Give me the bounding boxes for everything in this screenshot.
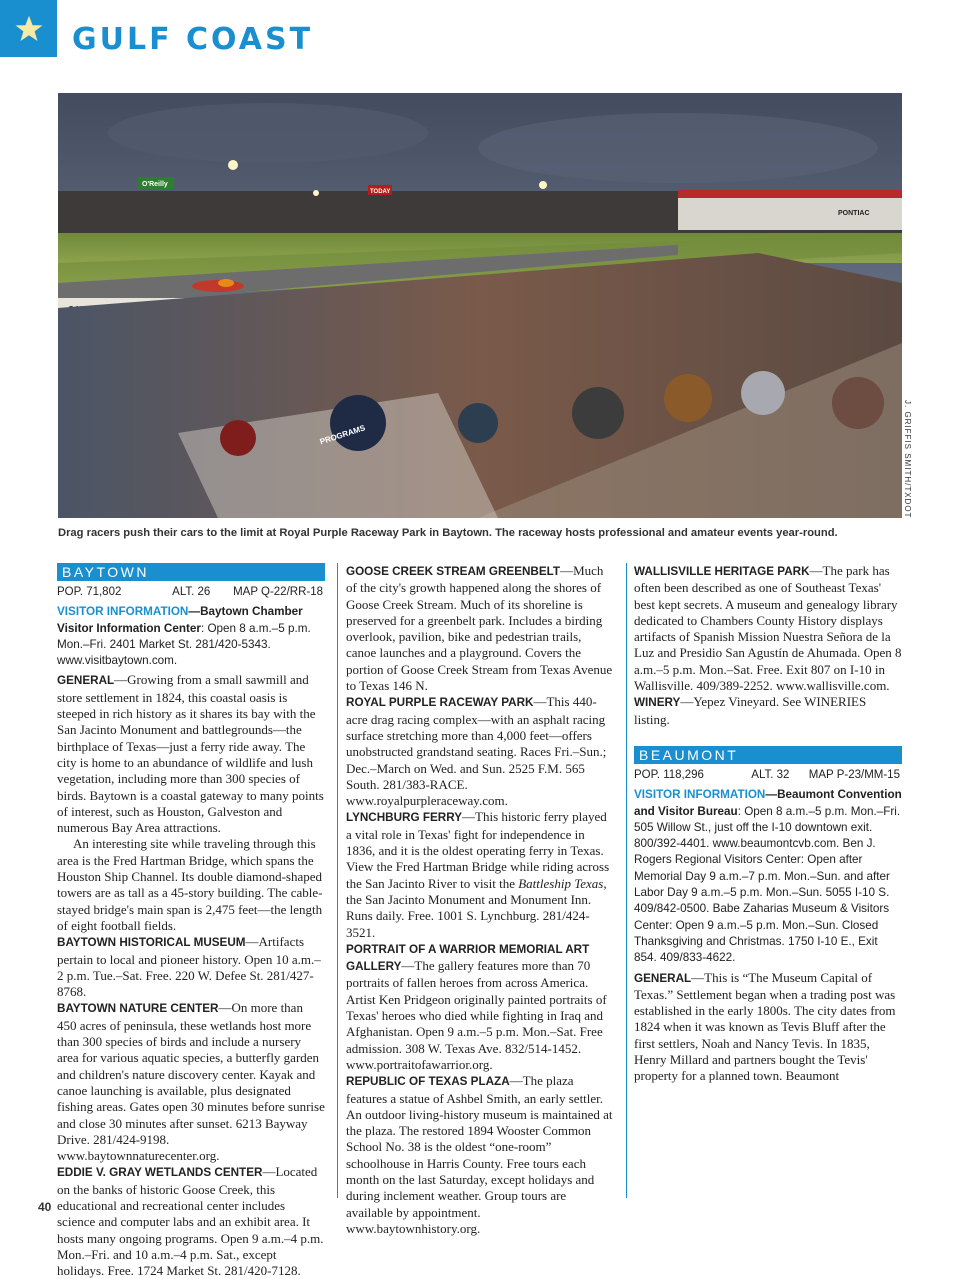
section-spacer — [634, 728, 902, 746]
wallisville-heritage-park — [634, 563, 902, 694]
visitor-info-label: VISITOR INFORMATION — [57, 605, 189, 619]
photo-sign-programs: PROGRAMS — [318, 423, 367, 447]
column-3 — [634, 563, 902, 1085]
entry-text: —On more than 450 acres of peninsula, these wetlands host more than 300 species of birds and include a nursery area for various aquatic species, a butterfly garden and children's nature discovery center. Kayak and canoe launching is available, plus designated fishing areas. Gates open 30 minutes before sunrise and close 30 minutes after sunset. 6213 Bayway Drive. 281/424-9198. www.baytownnaturecenter.org. — [57, 1000, 325, 1164]
column-2 — [346, 563, 614, 1237]
baytown-nature-center — [57, 1000, 325, 1164]
entry-text: —This is “The Museum Capital of Texas.” Settlement began when a trading post was established in the early 1800s. The city dates from 1824 when it was known as Tevis Bluff after the first settlers, Noah and Nancy Tevis. In 1835, Henry Millard and partners bought the Tevis' property for a planned town. Beaumont — [634, 969, 896, 1084]
lynchburg-ferry — [346, 809, 614, 940]
photo-sign-pontiac: PONTIAC — [838, 210, 870, 217]
visitor-info-org: —Beaumont Convention and Visitor Bureau — [634, 788, 902, 818]
photo-credit: J. GRIFFIS SMITH/TXDOT — [903, 400, 912, 519]
entry-heading: EDDIE V. GRAY WETLANDS CENTER — [57, 1166, 263, 1180]
column-1 — [57, 563, 325, 1279]
section-star-badge — [0, 0, 57, 57]
baytown-population: POP. 71,802 — [57, 586, 122, 598]
photo-sign-today: TODAY — [370, 189, 391, 195]
city-header-beaumont: BEAUMONT — [634, 746, 902, 764]
beaumont-population: POP. 118,296 — [634, 768, 704, 781]
entry-heading: WALLISVILLE HERITAGE PARK — [634, 565, 810, 578]
entry-text: —Artifacts pertain to local and pioneer history. Open 10 a.m.–2 p.m. Tue.–Sat. Free. 220 W. Defee St. 281/427-8768. — [57, 934, 321, 1000]
entry-text: —Yepez Vineyard. See WINERIES listing. — [634, 694, 867, 727]
entry-text: —Growing from a small sawmill and store settlement in 1824, this coastal oasis is steeped in rich history as it shares its bay with the San Jacinto Monument and battlegrounds—the birthplace of Texas—just a ferry ride away. The city is home to an abundance of wildlife and lush vegetation, including more than 300 species of birds. Baytown is a coastal gateway to many points of interest, such as Houston, Galveston and numerous Bay Area attractions. — [57, 672, 324, 836]
entry-heading: REPUBLIC OF TEXAS PLAZA — [346, 1075, 510, 1089]
entry-italic: Battleship Texas — [518, 875, 604, 891]
city-header-baytown: BAYTOWN — [57, 563, 325, 581]
beaumont-stats — [634, 767, 902, 783]
page-number: 40 — [38, 1200, 52, 1214]
baytown-stats — [57, 584, 325, 600]
royal-purple-raceway — [346, 694, 614, 809]
entry-text: —The gallery features more than 70 portraits of fallen heroes from across America. Artist Ken Pridgeon originally painted portraits of Texas' heroes who died while fighting in Iraq and Afghanistan. Open 9 a.m.–5 p.m. Mon.–Sat. Free admission. 308 W. Texas Ave. 832/514-1452. www.portraitofawarrior.org. — [346, 958, 607, 1072]
entry-heading: BAYTOWN HISTORICAL MUSEUM — [57, 936, 246, 950]
raceway-photo — [58, 93, 902, 518]
wetlands-center-part-1 — [57, 1164, 325, 1279]
winery — [634, 694, 902, 728]
warrior-memorial-gallery — [346, 941, 614, 1073]
baytown-general-2: An interesting site while traveling through this area is the Fred Hartman Bridge, which spans the Houston Ship Channel. Its double diamond-shaped towers are as tall as a 45-story building. The cable-stayed bridge's main span is 2,475 feet—the length of eight football fields. — [57, 836, 323, 933]
visitor-info-text: : Open 8 a.m.–5 p.m. Mon.–Fri. 505 Willow St., just off the I-10 downtown exit. 800/392-4401. www.beaumontcvb.com. Ben J. Rogers Regional Visitors Center: Open after Memorial Day 9 a.m.–7 p.m. Mon.–Sun. and after Labor Day 9 a.m.–5 p.m. Mon.–Sun. 5055 I-10 S. 409/842-0500. Babe Zaharias Museum & Visitors Center: Open 9 a.m.–5 p.m. Mon.–Sun. Closed Thanksgiving and Christmas. 1750 I-10 E., Exit 854. 409/833-4622. — [634, 804, 901, 965]
entry-heading: GENERAL — [634, 971, 692, 985]
entry-heading: GENERAL — [57, 674, 115, 688]
entry-heading: BAYTOWN NATURE CENTER — [57, 1002, 219, 1016]
photo-caption: Drag racers push their cars to the limit at Royal Purple Raceway Park in Baytown. The raceway hosts professional and amateur events year-round. — [58, 527, 838, 539]
entry-text: —Much of the city's growth happened along the shores of Goose Creek Stream. Much of its shoreline is preserved for a greenbelt park. Includes a birding overlook, pavilion, bike and pedestrian trails, canoe launches and a playground. Covers the portion of Goose Creek Stream from Texas Avenue to Texas 146 N. — [346, 563, 613, 694]
beaumont-altitude: ALT. 32 — [751, 768, 790, 781]
entry-heading: WINERY — [634, 696, 681, 710]
baytown-map-ref: MAP Q-22/RR-18 — [233, 586, 323, 598]
entry-heading: LYNCHBURG FERRY — [346, 811, 463, 825]
visitor-info-org: —Baytown Chamber Visitor Information Center — [57, 605, 303, 635]
baytown-general — [57, 672, 325, 836]
star-icon — [14, 14, 44, 44]
baytown-altitude: ALT. 26 — [172, 586, 211, 598]
beaumont-general — [634, 970, 902, 1085]
section-title: GULF COAST — [72, 22, 314, 57]
entry-text: , the San Jacinto Monument and Monument Inn. Runs daily. Free. 1001 S. Lynchburg. 281/424-3521. — [346, 875, 607, 940]
entry-heading: GOOSE CREEK STREAM GREENBELT — [346, 565, 561, 578]
republic-of-texas-plaza — [346, 1073, 614, 1237]
goose-creek-greenbelt — [346, 563, 614, 694]
visitor-info-label: VISITOR INFORMATION — [634, 788, 766, 802]
baytown-historical-museum — [57, 934, 325, 1000]
entry-heading: PORTRAIT OF A WARRIOR MEMORIAL ART GALLERY — [346, 942, 590, 974]
entry-text: —Located on the banks of historic Goose Creek, this educational and recreational center includes science and computer labs and an exhibit area. It hosts many ongoing programs. Open 9 a.m.–4 p.m. Mon.–Fri. and 10 a.m.–4 p.m. Sat., except holidays. Free. 1724 Market St. 281/420-7128. — [57, 1164, 324, 1279]
entry-heading: ROYAL PURPLE RACEWAY PARK — [346, 696, 534, 710]
entry-text: —This historic ferry played a vital role in Texas' fight for independence in 1836, and it is the oldest operating ferry in Texas. View the Fred Hartman Bridge while riding across the San Jacinto River to visit the — [346, 809, 610, 891]
entry-text: —The plaza features a statue of Ashbel Smith, an early settler. An outdoor living-history museum is maintained at the plaza. The restored 1894 Wooster Common School No. 38 is the oldest “one-room” schoolhouse in Harris County. Free tours each month on the last Saturday, except holidays and during inclement weather. Group tours are available by appointment. www.baytownhistory.org. — [346, 1073, 613, 1236]
beaumont-visitor-info — [634, 787, 902, 966]
column-divider-2 — [626, 563, 627, 1198]
visitor-info-text: : Open 8 a.m.–5 p.m. Mon.–Fri. 2401 Market St. 281/420-5343. www.visitbaytown.com. — [57, 621, 311, 668]
column-divider-1 — [337, 563, 338, 1198]
entry-text: —The park has often been described as one of Southeast Texas' best kept secrets. A museum and genealogy library dedicated to Chambers County History displays artifacts of Spanish Mission Nuestra Señora de la Luz and Presidio San Agustín de Ahumada. Open 8 a.m.–5 p.m. Mon.–Sat. Free. Exit 807 on I-10 in Wallisville. 409/389-2252. www.wallisville.com. — [634, 563, 902, 694]
entry-text: —This 440-acre drag racing complex—with an asphalt racing surface stretching more than 4,000 feet—offers unobstructed grandstand seating. Races Fri.–Sun.; Dec.–March on Wed. and Sun. 2525 F.M. 565 South. 281/383-RACE. www.royalpurpleraceway.com. — [346, 694, 607, 809]
photo-sign-oreilly: O'Reilly — [142, 181, 168, 188]
beaumont-map-ref: MAP P-23/MM-15 — [808, 768, 900, 781]
baytown-visitor-info — [57, 604, 325, 669]
